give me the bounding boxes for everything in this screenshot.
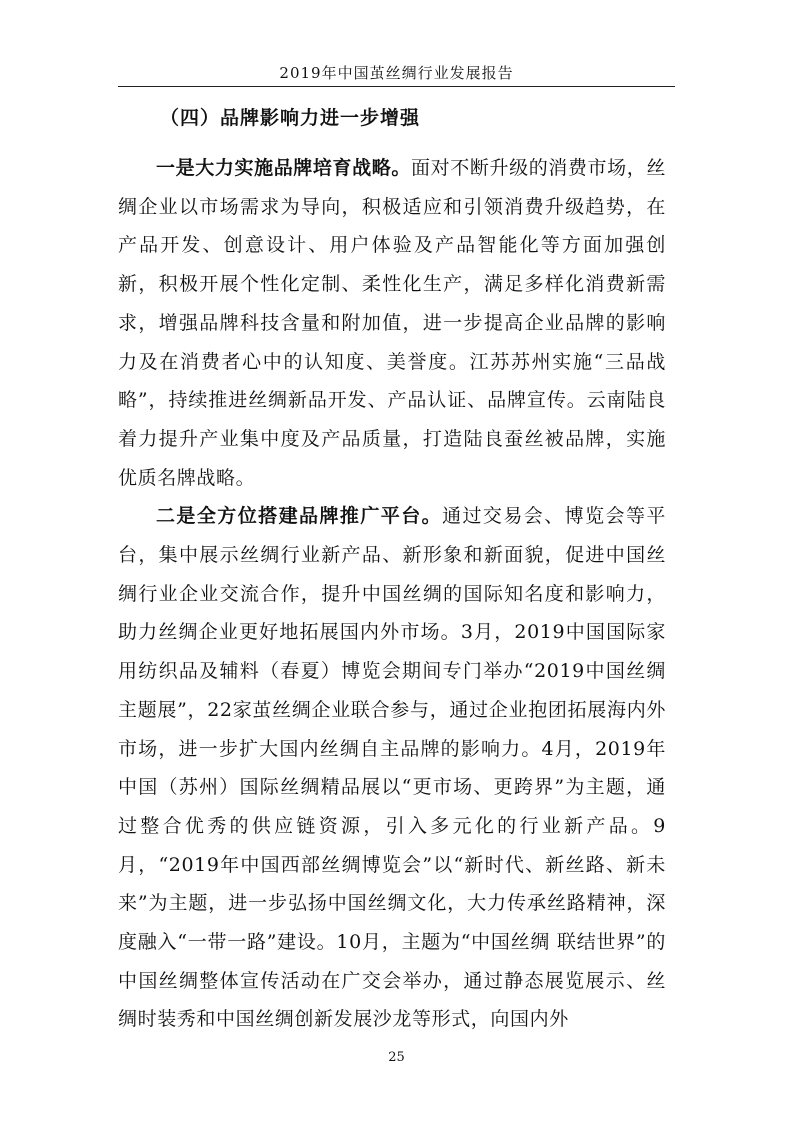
- header-rule: [118, 86, 675, 87]
- body-text: [118, 149, 666, 1039]
- paragraph-brand-promotion: [118, 497, 666, 1039]
- running-header: 2019年中国茧丝绸行业发展报告: [279, 64, 514, 82]
- paragraph-lead: 二是全方位搭建品牌推广平台。: [156, 505, 443, 528]
- paragraph-text: 面对不断升级的消费市场，丝绸企业以市场需求为导向，积极适应和引领消费升级趋势，在产品开发、创意设计、用户体验及产品智能化等方面加强创新，积极开展个性化定制、柔性化生产，满足多样化消费新需求，增强品牌科技含量和附加值，进一步提高企业品牌的影响力及在消费者心中的认知度、美誉度。江苏苏州实施“三品战略”，持续推进丝绸新品开发、产品认证、品牌宣传。云南陆良着力提升产业集中度及产品质量，打造陆良蚕丝被品牌，实施优质名牌战略。: [118, 157, 666, 489]
- paragraph-text: 通过交易会、博览会等平台，集中展示丝绸行业新产品、新形象和新面貌，促进中国丝绸行业企业交流合作，提升中国丝绸的国际知名度和影响力，助力丝绸企业更好地拓展国内外市场。3月，2019中国国际家用纺织品及辅料（春夏）博览会期间专门举办“2019中国丝绸主题展”，22家茧丝绸企业联合参与，通过企业抱团拓展海内外市场，进一步扩大国内丝绸自主品牌的影响力。4月，2019年中国（苏州）国际丝绸精品展以“更市场、更跨界”为主题，通过整合优秀的供应链资源，引入多元化的行业新产品。9月，“2019年中国西部丝绸博览会”以“新时代、新丝路、新未来”为主题，进一步弘扬中国丝绸文化，大力传承丝路精神，深度融入“一带一路”建设。10月，主题为“中国丝绸 联结世界”的中国丝绸整体宣传活动在广交会举办，通过静态展览展示、丝绸时装秀和中国丝绸创新发展沙龙等形式，向国内外: [118, 505, 666, 1031]
- section-heading: （四）品牌影响力进一步增强: [160, 107, 421, 129]
- paragraph-lead: 一是大力实施品牌培育战略。: [156, 157, 411, 179]
- paragraph-brand-cultivation: [118, 149, 666, 497]
- page-number: 25: [388, 1050, 405, 1065]
